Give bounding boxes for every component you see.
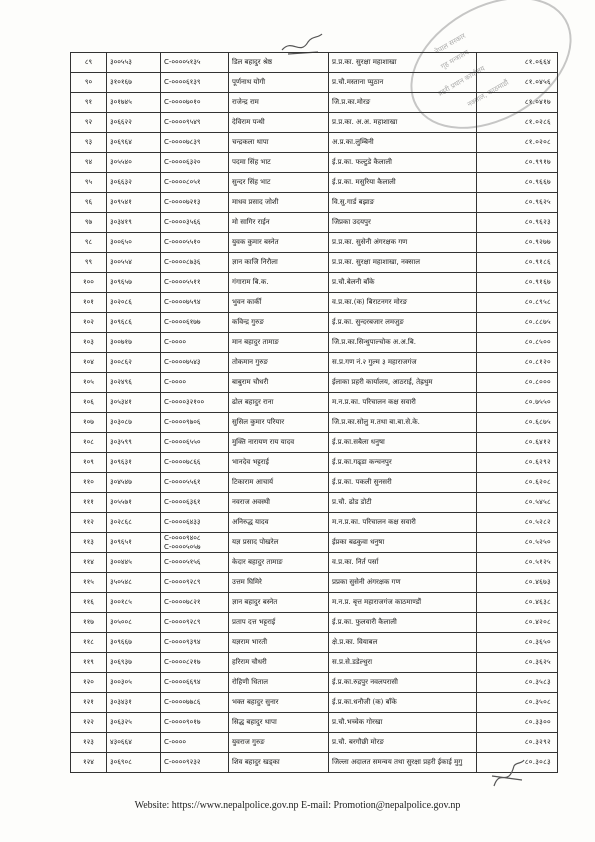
table-row xyxy=(71,213,558,233)
name-cell: डिल बहादुर श्रेष्ठ xyxy=(229,53,329,73)
score-cell: ८०.९९१७ xyxy=(477,153,558,173)
table-row xyxy=(71,253,558,273)
code-cell: C-००००९२८९ xyxy=(161,613,229,633)
name-cell: मुक्ति नारायण राय यादव xyxy=(229,433,329,453)
office-cell: प्र.चौ.मस्ताना प्युठान xyxy=(329,73,477,93)
table-row xyxy=(71,513,558,533)
code-cell: C-००००७८६६ xyxy=(161,453,229,473)
serial-number-cell: १०९ xyxy=(71,453,107,473)
id-number-cell: ३१०१६७ xyxy=(107,73,161,93)
id-number-cell: ३०९६८६ xyxy=(107,313,161,333)
score-cell: ८०.३६५० xyxy=(477,633,558,653)
stamp-line-1: नेपाल सरकार xyxy=(433,31,467,56)
code-cell: C-००००५५६१ xyxy=(161,473,229,493)
name-cell: मो सागिर राईन xyxy=(229,213,329,233)
office-cell: जि.प्र.का.सिन्धुपाल्चोक अ.अ.बि. xyxy=(329,333,477,353)
code-cell: C-००००६४३३ xyxy=(161,513,229,533)
name-cell: गंगाराम बि.क. xyxy=(229,273,329,293)
id-number-cell: ३००३०५ xyxy=(107,673,161,693)
id-number-cell: ३०६६३२ xyxy=(107,173,161,193)
name-cell: ढोल बहादुर राना xyxy=(229,393,329,413)
code-cell: C-००००८२१७ xyxy=(161,653,229,673)
office-cell: जिल्ला अदालत समन्वय तथा सुरक्षा प्रहरी ईकाई मुगु xyxy=(329,753,477,773)
id-number-cell: ३००५५४ xyxy=(107,253,161,273)
table-row xyxy=(71,593,558,613)
code-cell: C-००००३५६६ xyxy=(161,213,229,233)
code-cell: C-००००९५४९ xyxy=(161,113,229,133)
table-row xyxy=(71,713,558,733)
code-cell: C-००००९७०६ xyxy=(161,413,229,433)
serial-number-cell: १२१ xyxy=(71,693,107,713)
office-cell: व.प्र.का.(क) बिराटनगर मोरङ xyxy=(329,293,477,313)
office-cell: ई.प्र.का.रुद्रपुर नवलपरासी xyxy=(329,673,477,693)
office-cell: ई.प्र.का. फल्टुडे कैलाली xyxy=(329,153,477,173)
table-row xyxy=(71,653,558,673)
code-cell: C-००००६६९४ xyxy=(161,673,229,693)
name-cell: पूर्णनाथ योगी xyxy=(229,73,329,93)
stamp-line-2: गृह मन्त्रालय xyxy=(439,48,471,71)
serial-number-cell: ९६ xyxy=(71,193,107,213)
office-cell: व.प्र.का. निर्त पर्सा xyxy=(329,553,477,573)
table-row xyxy=(71,733,558,753)
table-row xyxy=(71,133,558,153)
code-cell: C-०००० xyxy=(161,373,229,393)
score-cell: ८०.५४५८ xyxy=(477,493,558,513)
results-table xyxy=(70,52,558,773)
name-cell: प्रताप दत्त भट्टराई xyxy=(229,613,329,633)
name-cell: नवराज अवस्थी xyxy=(229,493,329,513)
table-row xyxy=(71,313,558,333)
serial-number-cell: ११९ xyxy=(71,653,107,673)
score-cell: ८०.९१८६ xyxy=(477,253,558,273)
serial-number-cell: १११ xyxy=(71,493,107,513)
code-cell: C-००००६३६१ xyxy=(161,493,229,513)
code-cell: C-००००६१७७ xyxy=(161,313,229,333)
office-cell: क्षे.प्र.का. वियाबल xyxy=(329,633,477,653)
table-row xyxy=(71,193,558,213)
id-number-cell: ३०६३२५ xyxy=(107,713,161,733)
name-cell: सुसिल कुमार परियार xyxy=(229,413,329,433)
id-number-cell: ४३०६६४ xyxy=(107,733,161,753)
serial-number-cell: १०७ xyxy=(71,413,107,433)
office-cell: म.न.प्र.का. परिचालन कक्ष सवारी xyxy=(329,393,477,413)
signature-bottom-mark xyxy=(488,758,528,794)
table-row xyxy=(71,373,558,393)
score-cell: ८०.४६७३ xyxy=(477,573,558,593)
code-cell: C-००००७५४३ xyxy=(161,353,229,373)
id-number-cell: ३००४४५ xyxy=(107,553,161,573)
score-cell: ८०.८००० xyxy=(477,373,558,393)
table-row xyxy=(71,273,558,293)
table-row xyxy=(71,753,558,773)
id-number-cell: ३०३४१९ xyxy=(107,213,161,233)
table-row xyxy=(71,433,558,453)
score-cell: ८१.०४५६ xyxy=(477,73,558,93)
office-cell: म.न.प्र. बृत्त महाराजगंज काठमाण्डौं xyxy=(329,593,477,613)
office-cell: जि.प्र.का.मोरङ xyxy=(329,93,477,113)
name-cell: भक्त बहादुर सुनार xyxy=(229,693,329,713)
code-cell: C-००००८०५१ xyxy=(161,173,229,193)
office-cell: ईप्रका बढकुवा धनुषा xyxy=(329,533,477,553)
score-cell: ८०.९१६७ xyxy=(477,273,558,293)
code-cell: C-००००७०१० xyxy=(161,93,229,113)
stamp-line-4: नक्साल, काठमाडौं xyxy=(465,78,511,109)
serial-number-cell: ८९ xyxy=(71,53,107,73)
office-cell: अ.प्र.का.लुम्बिनी xyxy=(329,133,477,153)
code-cell: C-००००७५९४ xyxy=(161,293,229,313)
score-cell: ८१.०२०८ xyxy=(477,133,558,153)
score-cell: ८०.८१२० xyxy=(477,353,558,373)
score-cell: ८०.८८७५ xyxy=(477,313,558,333)
score-cell: ८०.३५८३ xyxy=(477,673,558,693)
name-cell: यज्ञ प्रसाद पोखरेल xyxy=(229,533,329,553)
serial-number-cell: १०४ xyxy=(71,353,107,373)
serial-number-cell: ११४ xyxy=(71,553,107,573)
serial-number-cell: ९५ xyxy=(71,173,107,193)
id-number-cell: ३०५५४० xyxy=(107,153,161,173)
code-cell: C-००००९२३२ xyxy=(161,753,229,773)
score-cell: ८०.६२०८ xyxy=(477,473,558,493)
table-row xyxy=(71,113,558,133)
name-cell: माधव प्रसाद जोशी xyxy=(229,193,329,213)
serial-number-cell: १०१ xyxy=(71,293,107,313)
office-cell: स.प्र.गण नं.२ गुल्म ३ महाराजगंज xyxy=(329,353,477,373)
serial-number-cell: ९० xyxy=(71,73,107,93)
table-row xyxy=(71,153,558,173)
office-cell: ई.प्र.का. पकली सुनसरी xyxy=(329,473,477,493)
code-cell: C-००००५५१० xyxy=(161,233,229,253)
serial-number-cell: ११६ xyxy=(71,593,107,613)
serial-number-cell: १०२ xyxy=(71,313,107,333)
score-cell: ८०.४६३८ xyxy=(477,593,558,613)
code-cell: C-००००५१५६ xyxy=(161,553,229,573)
score-cell: ८०.८९५८ xyxy=(477,293,558,313)
results-table-body xyxy=(71,53,558,773)
id-number-cell: ३०९६३१ xyxy=(107,453,161,473)
score-cell: ८०.३३०० xyxy=(477,713,558,733)
serial-number-cell: १२० xyxy=(71,673,107,693)
name-cell: रोहिणी धिताल xyxy=(229,673,329,693)
name-cell: सुन्दर सिंह भाट xyxy=(229,173,329,193)
office-cell: प्र.प्र.का. सुरक्षा महाशाखा, नक्साल xyxy=(329,253,477,273)
id-number-cell: ३००१८५ xyxy=(107,593,161,613)
serial-number-cell: १०० xyxy=(71,273,107,293)
serial-number-cell: १०८ xyxy=(71,433,107,453)
footer-contact: Website: https://www.nepalpolice.gov.np E-mail: Promotion@nepalpolice.gov.np xyxy=(134,800,461,811)
name-cell: यज्ञराम भारती xyxy=(229,633,329,653)
id-number-cell: ३०३४३१ xyxy=(107,693,161,713)
office-cell: प्र.प्र.का. अ.अ. महाशाखा xyxy=(329,113,477,133)
name-cell: पदमा सिंह भाट xyxy=(229,153,329,173)
score-cell: ८०.६२९२ xyxy=(477,453,558,473)
serial-number-cell: ११८ xyxy=(71,633,107,653)
table-row xyxy=(71,613,558,633)
office-cell: प्र.चौ.भच्चेक गोरखा xyxy=(329,713,477,733)
code-cell: C-००००७८२१ xyxy=(161,593,229,613)
name-cell: बाबुराम चौधरी xyxy=(229,373,329,393)
score-cell: ८०.३२९२ xyxy=(477,733,558,753)
table-row xyxy=(71,233,558,253)
score-cell: ८०.९६२५ xyxy=(477,193,558,213)
table-row xyxy=(71,673,558,693)
name-cell: उत्तम घिमिरे xyxy=(229,573,329,593)
id-number-cell: ३०९६६७ xyxy=(107,633,161,653)
score-cell: ८१.०६६४ xyxy=(477,53,558,73)
serial-number-cell: ११३ xyxy=(71,533,107,553)
table-row xyxy=(71,93,558,113)
code-cell: C-००००९३९४ xyxy=(161,633,229,653)
table-row xyxy=(71,553,558,573)
score-cell: ८०.३६२५ xyxy=(477,653,558,673)
office-cell: प्र.प्र.का. सुरक्षा महाशाखा xyxy=(329,53,477,73)
table-row xyxy=(71,73,558,93)
id-number-cell: ३०५५७१ xyxy=(107,493,161,513)
name-cell: मान बहादुर तामाङ xyxy=(229,333,329,353)
name-cell: शिव बहादुर खड्का xyxy=(229,753,329,773)
serial-number-cell: ११० xyxy=(71,473,107,493)
score-cell: ८०.३५०८ xyxy=(477,693,558,713)
code-cell: C-००००६३२० xyxy=(161,153,229,173)
office-cell: प्र.चौ. बरगौछी मोरङ xyxy=(329,733,477,753)
code-cell: C-०००० xyxy=(161,333,229,353)
table-row xyxy=(71,393,558,413)
office-cell: ई.प्र.का.धनौजी (क) बाँके xyxy=(329,693,477,713)
serial-number-cell: ९२ xyxy=(71,113,107,133)
code-cell: C-००००५१३५ xyxy=(161,53,229,73)
id-number-cell: ३०२८६८ xyxy=(107,513,161,533)
name-cell: कविन्द्र गुरुङ xyxy=(229,313,329,333)
code-cell: C-००००९४०८ C-००००५०५७ xyxy=(161,533,229,553)
score-cell: ८०.३०८३ xyxy=(477,753,558,773)
serial-number-cell: १२२ xyxy=(71,713,107,733)
name-cell: देविराम पन्थी xyxy=(229,113,329,133)
table-row xyxy=(71,53,558,73)
serial-number-cell: ९३ xyxy=(71,133,107,153)
code-cell: C-००००५५११ xyxy=(161,273,229,293)
table-row xyxy=(71,573,558,593)
code-cell: C-००००८७३६ xyxy=(161,253,229,273)
table-row xyxy=(71,353,558,373)
id-number-cell: ३०६६२२ xyxy=(107,113,161,133)
code-cell: C-००००६१३९ xyxy=(161,73,229,93)
table-row xyxy=(71,533,558,553)
id-number-cell: ३०९६५७ xyxy=(107,273,161,293)
id-number-cell: ३०५३४१ xyxy=(107,393,161,413)
table-row xyxy=(71,453,558,473)
name-cell: भुवन कार्की xyxy=(229,293,329,313)
score-cell: ८०.७५५० xyxy=(477,393,558,413)
id-number-cell: ३०५००८ xyxy=(107,613,161,633)
office-cell: ई.प्र.का. फुलवारी कैलाली xyxy=(329,613,477,633)
serial-number-cell: ११७ xyxy=(71,613,107,633)
id-number-cell: ३०६९६४ xyxy=(107,133,161,153)
name-cell: युवक कुमार बस्नेत xyxy=(229,233,329,253)
serial-number-cell: १०५ xyxy=(71,373,107,393)
name-cell: युवराज गुरुङ xyxy=(229,733,329,753)
serial-number-cell: ११२ xyxy=(71,513,107,533)
serial-number-cell: ९१ xyxy=(71,93,107,113)
id-number-cell: ३०३०८७ xyxy=(107,413,161,433)
office-cell: जि.प्र.का.सोलु म.तथा बा.बा.से.के. xyxy=(329,413,477,433)
name-cell: भानदेव भट्टराई xyxy=(229,453,329,473)
id-number-cell: ३०९६५१ xyxy=(107,533,161,553)
name-cell: अनिरुद्ध यादव xyxy=(229,513,329,533)
table-row xyxy=(71,633,558,653)
code-cell: C-००००६५५० xyxy=(161,433,229,453)
office-cell: ई.प्र.का.गढ्डा कन्चनपुर xyxy=(329,453,477,473)
code-cell: C-००००९२८९ xyxy=(161,573,229,593)
id-number-cell: ३००६५० xyxy=(107,233,161,253)
score-cell: ८०.५२८२ xyxy=(477,513,558,533)
id-number-cell: ३०२०८६ xyxy=(107,293,161,313)
id-number-cell: ३००८६२ xyxy=(107,353,161,373)
table-row xyxy=(71,293,558,313)
name-cell: चन्द्रकला थापा xyxy=(229,133,329,153)
name-cell: तोकमान गुरुङ xyxy=(229,353,329,373)
code-cell: C-००००७८३९ xyxy=(161,133,229,153)
office-cell: प्रप्रका सुसेनी अंगरक्षक गण xyxy=(329,573,477,593)
id-number-cell: ३००५५३ xyxy=(107,53,161,73)
code-cell: C-००००३२१०० xyxy=(161,393,229,413)
results-table-container xyxy=(70,52,557,773)
office-cell: प्र.चौ. ढोड डोटी xyxy=(329,493,477,513)
name-cell: राजेन्द्र राम xyxy=(229,93,329,113)
office-cell: ई.प्र.का. सुन्दरबजार लमजुङ xyxy=(329,313,477,333)
office-cell: वि.सु.गार्ड बझाङ xyxy=(329,193,477,213)
table-row xyxy=(71,333,558,353)
office-cell: म.न.प्र.का. परिचालन कक्ष सवारी xyxy=(329,513,477,533)
serial-number-cell: ९७ xyxy=(71,213,107,233)
table-row xyxy=(71,693,558,713)
id-number-cell: ३०६९३७ xyxy=(107,653,161,673)
office-cell: प्र.प्र.का. सुसेनी अंगरक्षक गण xyxy=(329,233,477,253)
name-cell: हरिराम चौधरी xyxy=(229,653,329,673)
score-cell: ८०.८५०० xyxy=(477,333,558,353)
office-cell: ईलाका प्रहरी कार्यालय, आठराई, तेह्रथुम xyxy=(329,373,477,393)
score-cell: ८०.४२०८ xyxy=(477,613,558,633)
name-cell: टिकाराम आचार्य xyxy=(229,473,329,493)
score-cell: ८०.५२५० xyxy=(477,533,558,553)
serial-number-cell: ११५ xyxy=(71,573,107,593)
code-cell: C-००००७७८६ xyxy=(161,693,229,713)
office-cell: प्र.चौ.बेलनी बाँके xyxy=(329,273,477,293)
office-cell: जिप्रका उदयपुर xyxy=(329,213,477,233)
score-cell: ८१.०२८६ xyxy=(477,113,558,133)
score-cell: ८१.०४१७ xyxy=(477,93,558,113)
office-cell: स.प्र.से.डडेल्धुरा xyxy=(329,653,477,673)
score-cell: ८०.६८७५ xyxy=(477,413,558,433)
id-number-cell: ३०६९०८ xyxy=(107,753,161,773)
serial-number-cell: १०३ xyxy=(71,333,107,353)
serial-number-cell: १२३ xyxy=(71,733,107,753)
id-number-cell: ३०४५४७ xyxy=(107,473,161,493)
serial-number-cell: ९८ xyxy=(71,233,107,253)
id-number-cell: ३०२४९६ xyxy=(107,373,161,393)
serial-number-cell: १०६ xyxy=(71,393,107,413)
id-number-cell: ३०९५४१ xyxy=(107,193,161,213)
id-number-cell: ३०१७४५ xyxy=(107,93,161,113)
table-row xyxy=(71,413,558,433)
id-number-cell: ३५०५४८ xyxy=(107,573,161,593)
table-row xyxy=(71,173,558,193)
serial-number-cell: ९४ xyxy=(71,153,107,173)
name-cell: सिद्ध बहादुर थापा xyxy=(229,713,329,733)
id-number-cell: ३०३५९९ xyxy=(107,433,161,453)
score-cell: ८०.६४१२ xyxy=(477,433,558,453)
code-cell: C-०००० xyxy=(161,733,229,753)
table-row xyxy=(71,493,558,513)
score-cell: ८०.५१२५ xyxy=(477,553,558,573)
office-cell: ई.प्र.का.सबैला धनुषा xyxy=(329,433,477,453)
score-cell: ८०.९६२३ xyxy=(477,213,558,233)
name-cell: केदार बहादुर तामाङ xyxy=(229,553,329,573)
serial-number-cell: ९९ xyxy=(71,253,107,273)
score-cell: ८०.९६६७ xyxy=(477,173,558,193)
code-cell: C-००००७२१३ xyxy=(161,193,229,213)
stamp-line-3: प्रहरी प्रधान कार्यालय xyxy=(436,64,487,98)
code-cell: C-००००९०१७ xyxy=(161,713,229,733)
name-cell: ज्ञान बहादुर बस्नेत xyxy=(229,593,329,613)
id-number-cell: ३००७१७ xyxy=(107,333,161,353)
name-cell: ज्ञान काजि निरौला xyxy=(229,253,329,273)
office-cell: ई.प्र.का. मसुरिया कैलाली xyxy=(329,173,477,193)
serial-number-cell: १२४ xyxy=(71,753,107,773)
score-cell: ८०.९२७७ xyxy=(477,233,558,253)
table-row xyxy=(71,473,558,493)
